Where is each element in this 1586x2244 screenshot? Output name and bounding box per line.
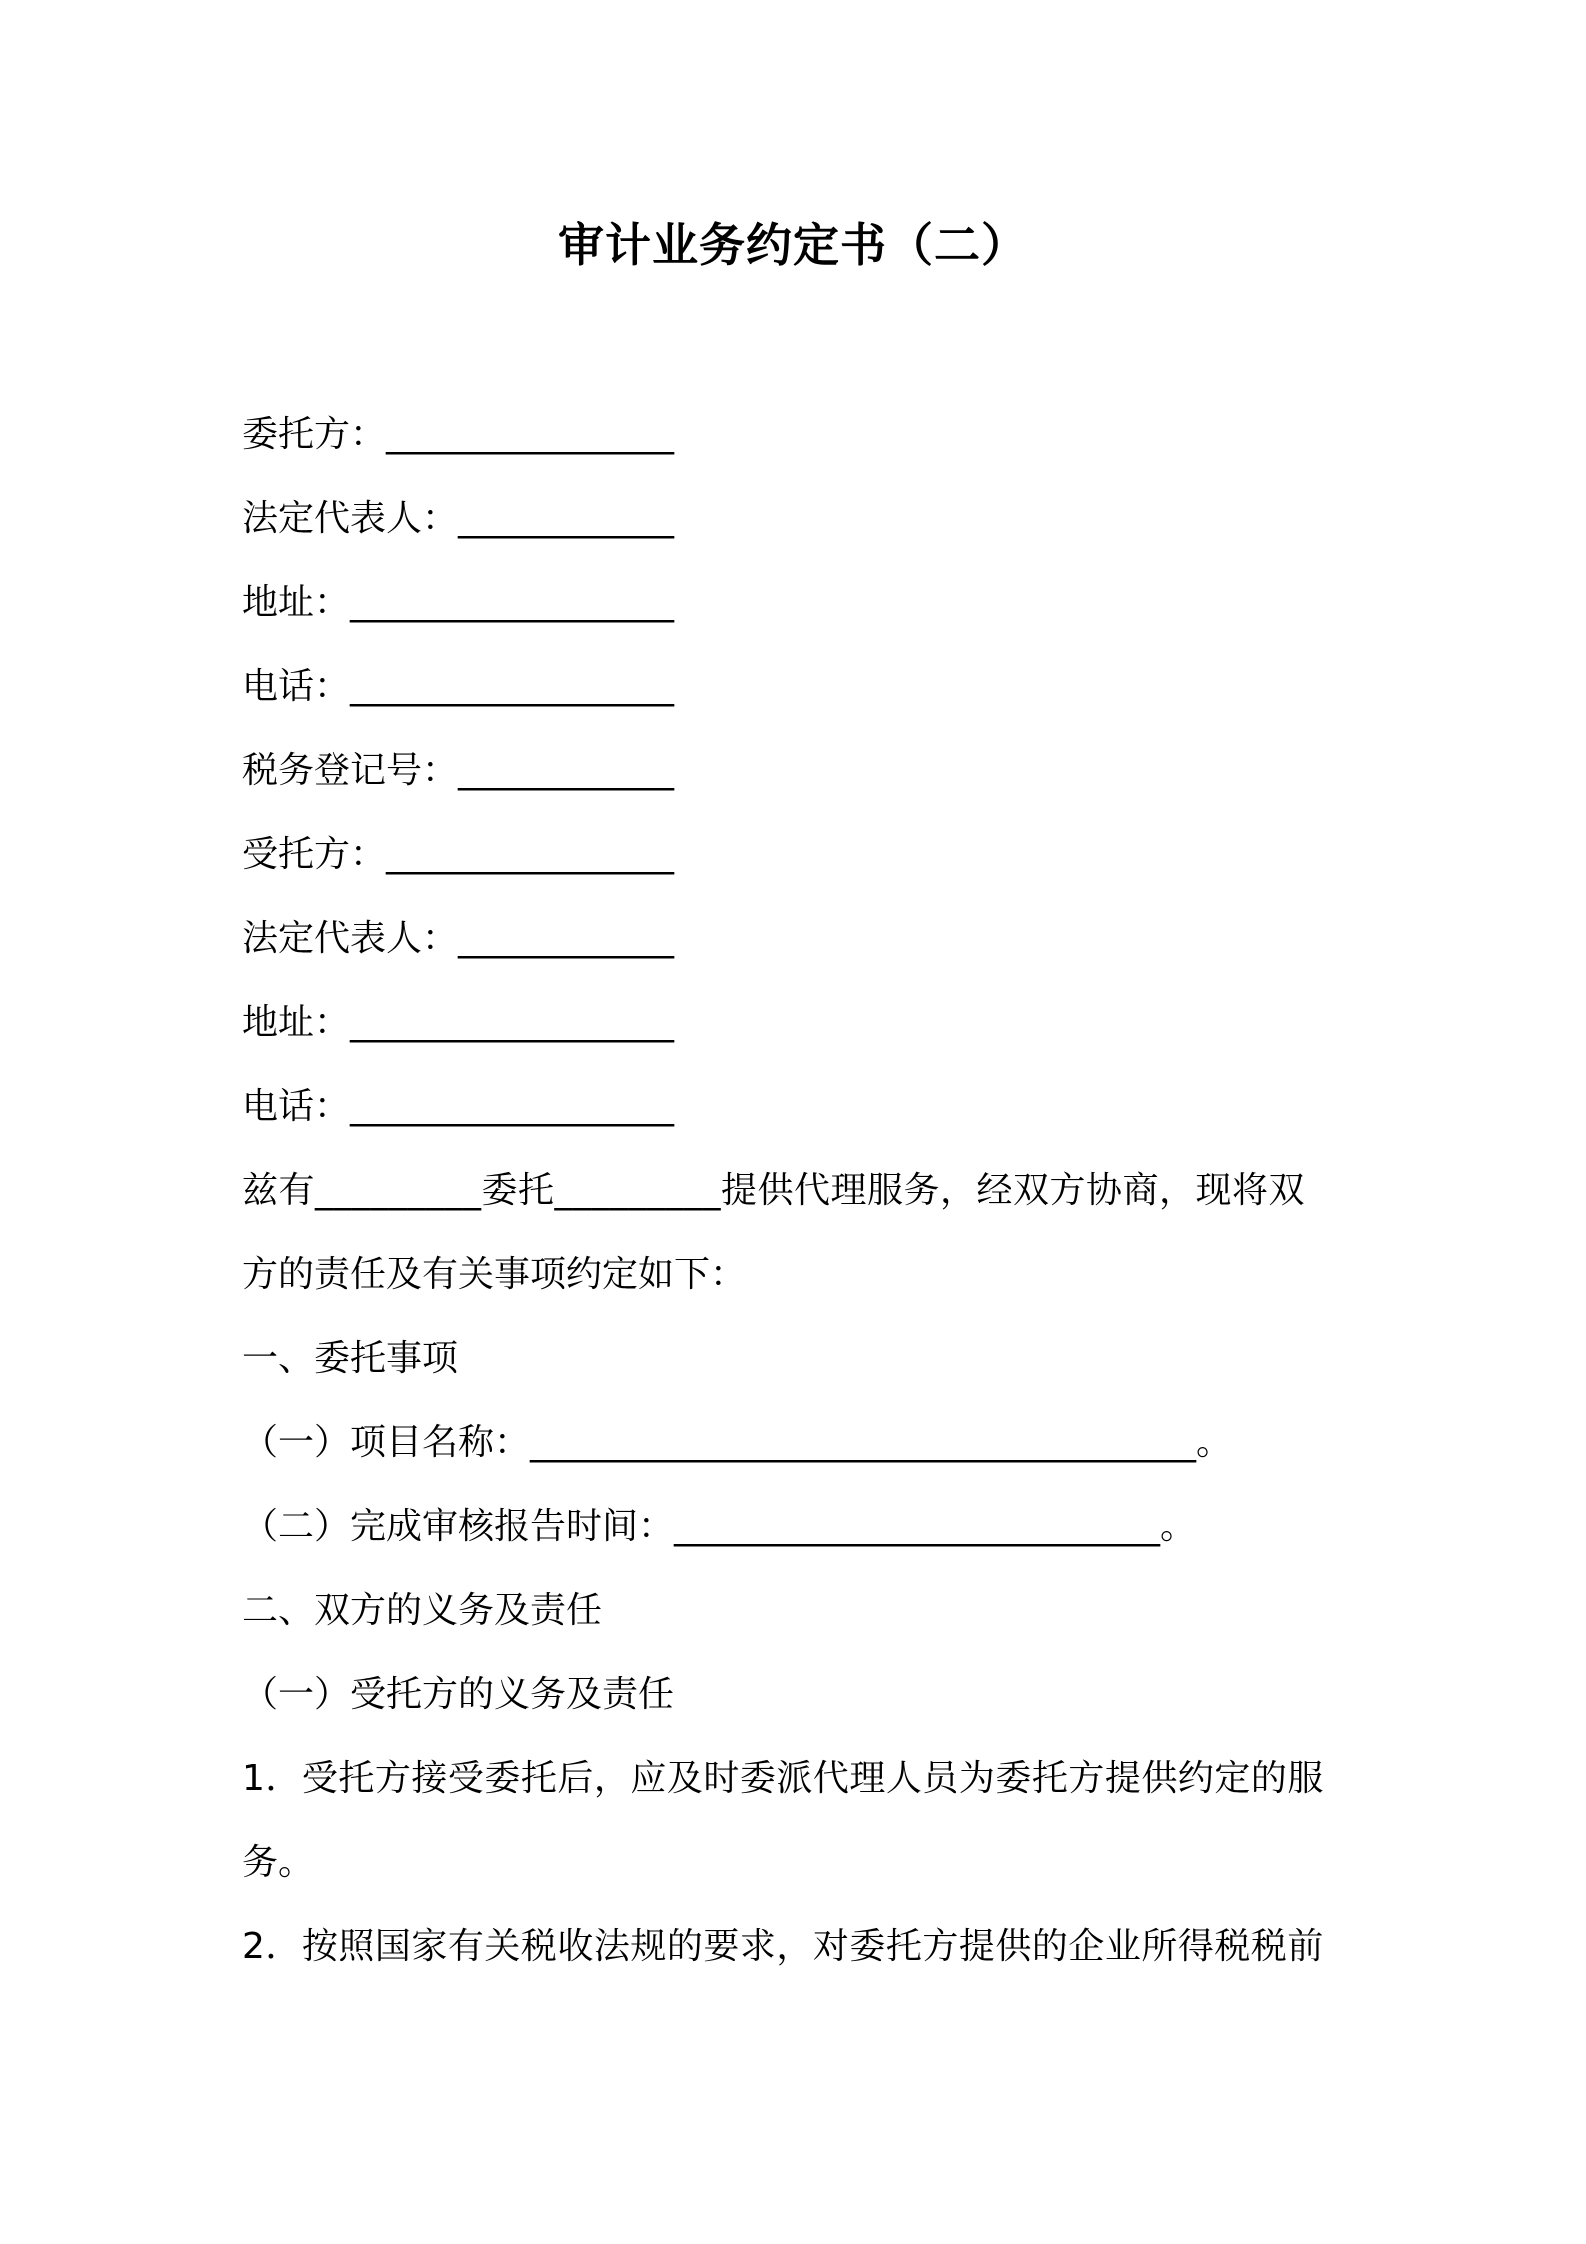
section2-p2-line1: 2．按照国家有关税收法规的要求，对委托方提供的企业所得税税前 [242, 1926, 1324, 1967]
intro-line-2: 方的责任及有关事项约定如下： [242, 1254, 747, 1295]
client-address-line: 地址：__________________ [242, 582, 675, 623]
document-title: 审计业务约定书（二） [558, 218, 1028, 272]
client-name-line: 委托方：________________ [242, 414, 675, 455]
section1-item1: （一）项目名称：_____________________________________。 [242, 1422, 1233, 1463]
agent-rep-line: 法定代表人：____________ [242, 918, 675, 959]
client-rep-line: 法定代表人：____________ [242, 498, 675, 539]
agent-phone-line: 电话：__________________ [242, 1086, 675, 1127]
client-phone-line: 电话：__________________ [242, 666, 675, 707]
section2-heading: 二、双方的义务及责任 [242, 1590, 603, 1631]
client-tax-line: 税务登记号：____________ [242, 750, 675, 791]
intro-line-1: 兹有_________委托_________提供代理服务，经双方协商，现将双 [242, 1170, 1306, 1211]
agent-address-line: 地址：__________________ [242, 1002, 675, 1043]
section1-heading: 一、委托事项 [242, 1338, 459, 1379]
section2-p1-line1: 1．受托方接受委托后，应及时委派代理人员为委托方提供约定的服 [242, 1758, 1324, 1799]
section2-sub1: （一）受托方的义务及责任 [242, 1674, 675, 1715]
section1-item2: （二）完成审核报告时间：___________________________。 [242, 1506, 1197, 1547]
section2-p1-line2: 务。 [242, 1842, 315, 1883]
agent-name-line: 受托方：________________ [242, 834, 675, 875]
